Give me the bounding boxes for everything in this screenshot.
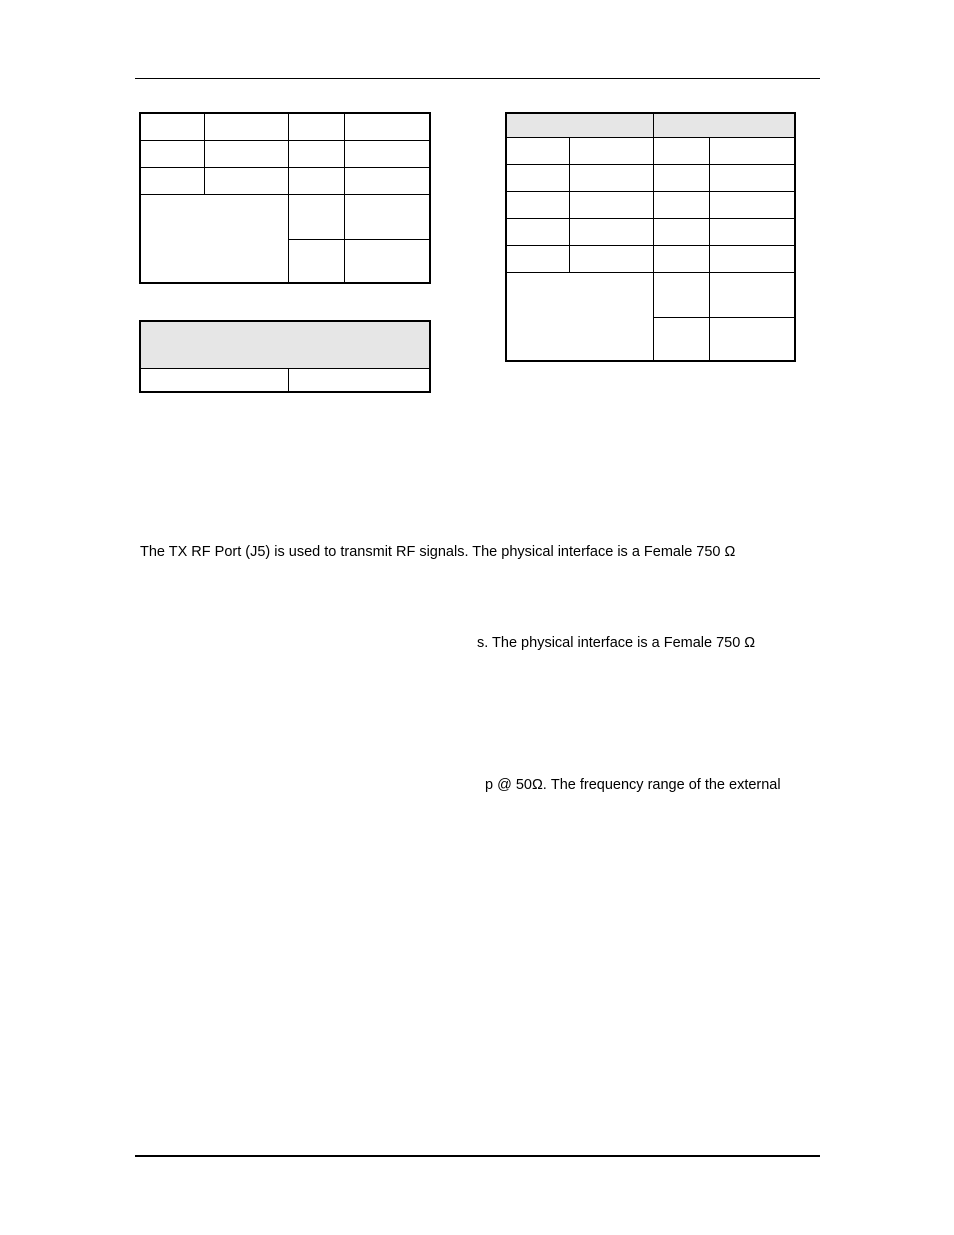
table-cell xyxy=(709,272,795,317)
table-cell xyxy=(709,137,795,164)
pinout-table-left xyxy=(139,112,431,284)
table-cell xyxy=(569,191,653,218)
table-cell xyxy=(204,113,288,140)
table-cell xyxy=(288,194,344,239)
table-cell xyxy=(288,113,344,140)
table-cell xyxy=(709,164,795,191)
header-rule xyxy=(135,78,820,79)
table-cell xyxy=(709,218,795,245)
connector-table-small xyxy=(139,320,431,393)
table-cell xyxy=(653,191,709,218)
table-cell xyxy=(344,194,430,239)
table-header xyxy=(140,321,430,368)
pinout-table-right xyxy=(505,112,796,362)
table-cell xyxy=(709,317,795,361)
table-cell xyxy=(344,167,430,194)
table-cell xyxy=(506,272,653,361)
table-cell xyxy=(709,245,795,272)
table-cell xyxy=(288,368,430,392)
table-cell xyxy=(569,137,653,164)
table-header xyxy=(506,113,653,137)
table-cell xyxy=(204,167,288,194)
table-cell xyxy=(653,317,709,361)
table-cell xyxy=(653,245,709,272)
table-cell xyxy=(569,218,653,245)
table-cell xyxy=(709,191,795,218)
table-cell xyxy=(288,167,344,194)
table-cell xyxy=(344,140,430,167)
table-cell xyxy=(506,191,569,218)
table-cell xyxy=(344,113,430,140)
table-cell xyxy=(204,140,288,167)
table-cell xyxy=(653,218,709,245)
table-cell xyxy=(288,140,344,167)
table-cell xyxy=(140,113,204,140)
table-cell xyxy=(569,164,653,191)
table-cell xyxy=(140,194,288,283)
table-cell xyxy=(506,137,569,164)
table-cell xyxy=(506,245,569,272)
table-cell xyxy=(140,368,288,392)
table-cell xyxy=(288,239,344,283)
table-cell xyxy=(344,239,430,283)
tx-port-paragraph: The TX RF Port (J5) is used to transmit RF signals. The physical interface is a Female 750 Ω xyxy=(140,544,736,560)
table-header xyxy=(653,113,795,137)
table-cell xyxy=(653,272,709,317)
table-cell xyxy=(506,218,569,245)
ref-port-paragraph-fragment: p @ 50Ω. The frequency range of the external xyxy=(485,777,781,793)
footer-rule xyxy=(135,1155,820,1157)
table-cell xyxy=(653,164,709,191)
rx-port-paragraph-fragment: s. The physical interface is a Female 750 Ω xyxy=(477,635,756,651)
table-cell xyxy=(140,140,204,167)
table-cell xyxy=(506,164,569,191)
table-cell xyxy=(569,245,653,272)
table-cell xyxy=(653,137,709,164)
table-cell xyxy=(140,167,204,194)
